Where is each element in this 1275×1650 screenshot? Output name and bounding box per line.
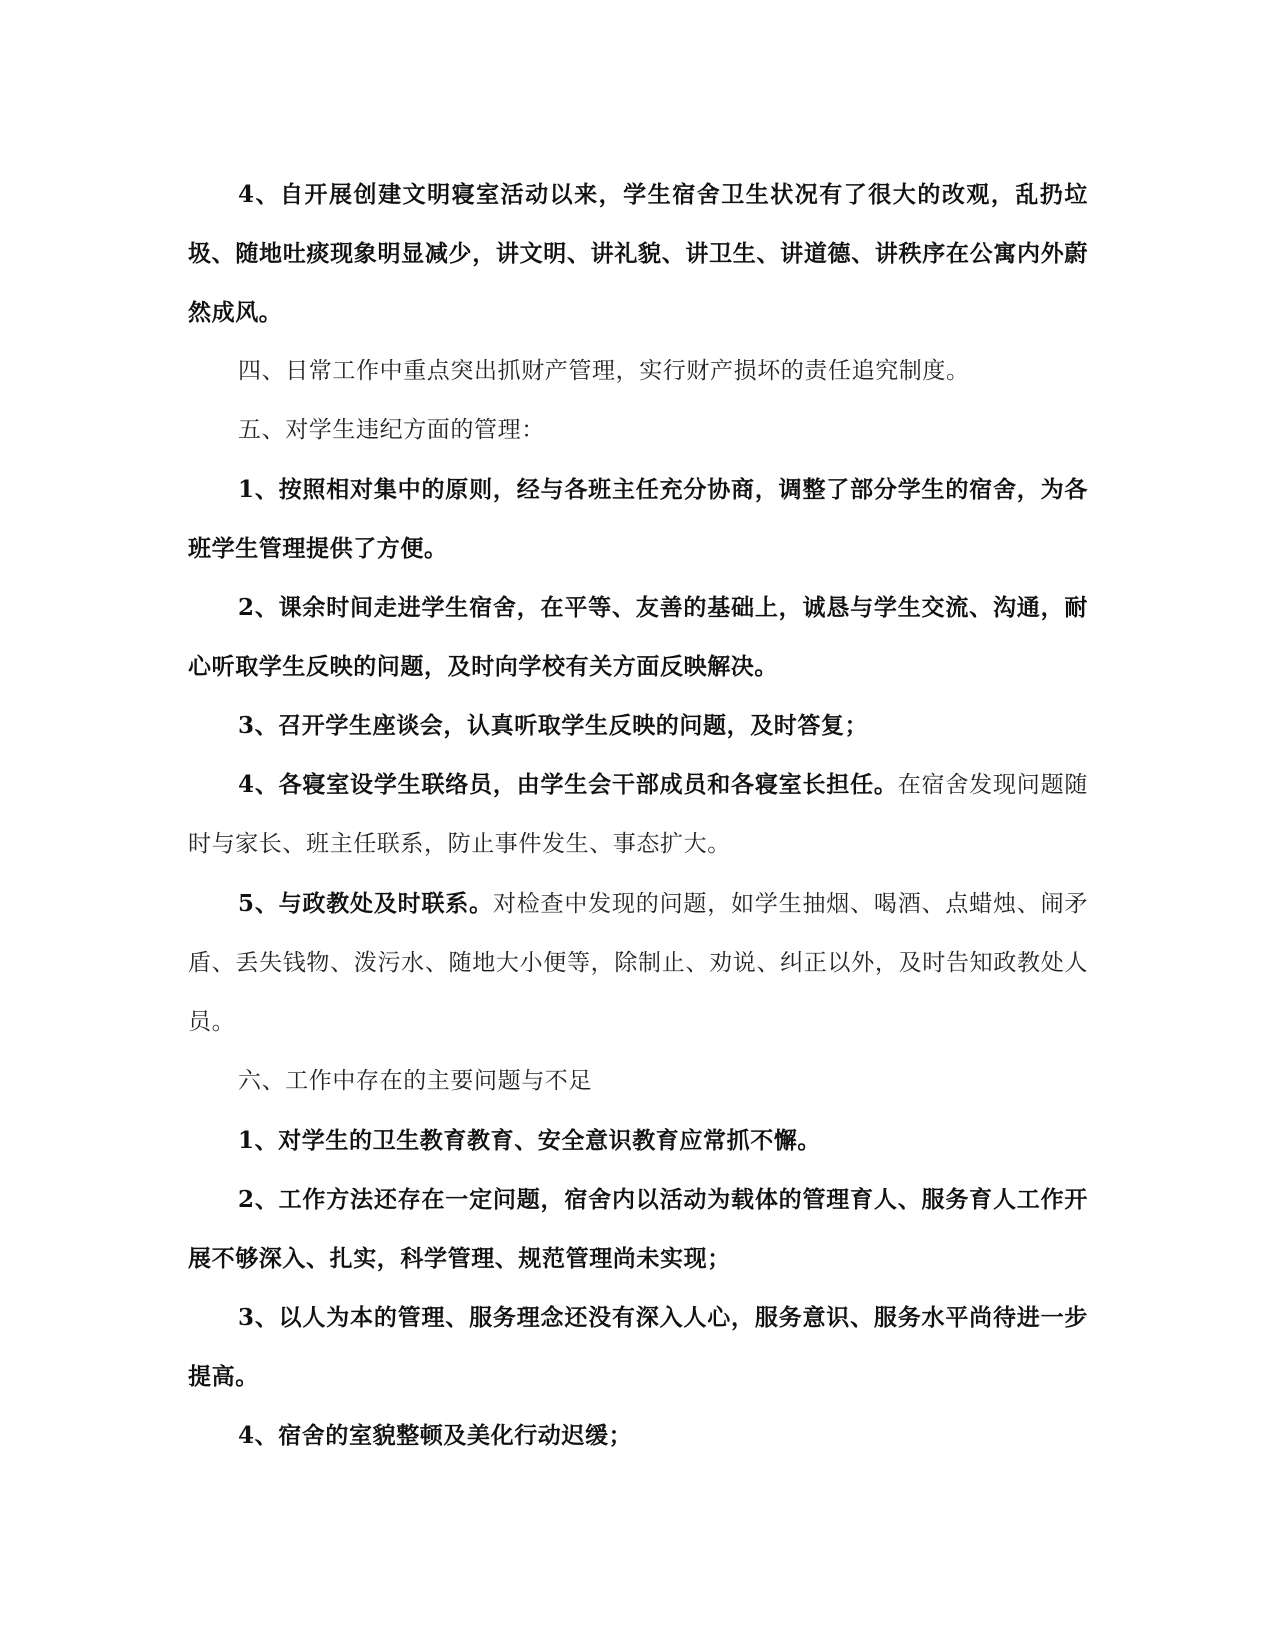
paragraph-problem-3-service: 3、以人为本的管理、服务理念还没有深入人心，服务意识、服务水平尚待进一步提高。 [188,1304,1088,1390]
paragraph-plain-part: 对检查中发现的问题，如学生抽烟、喝酒、点蜡烛、闹矛盾、丢失钱物、泼污水、随地大小便等，除制止、劝说、纠正以外，及时告知政教处人员。 [188,891,1089,1035]
paragraph-problem-1-education: 1、对学生的卫生教育教育、安全意识教育应常抓不懈。 [238,1127,822,1154]
paragraph-item-5-political-office [188,874,1088,1052]
section-heading-problems: 六、工作中存在的主要问题与不足 [238,1068,592,1094]
paragraph-bold-part: 4、各寝室设学生联络员，由学生会干部成员和各寝室长担任。 [238,771,898,798]
paragraph-item-2-dorm-visits: 2、课余时间走进学生宿舍，在平等、友善的基础上，诚恳与学生交流、沟通，耐心听取学生反映的问题，及时向学校有关方面反映解决。 [188,594,1088,680]
section-heading-discipline-management: 五、对学生违纪方面的管理： [238,417,545,443]
paragraph-item-4-civilized-dorm: 4、自开展创建文明寝室活动以来，学生宿舍卫生状况有了很大的改观，乱扔垃圾、随地吐痰现象明显减少，讲文明、讲礼貌、讲卫生、讲道德、讲秩序在公寓内外蔚然成风。 [188,181,1088,326]
paragraph-item-4-liaison [188,755,1088,874]
section-heading-property-management: 四、日常工作中重点突出抓财产管理，实行财产损坏的责任追究制度。 [238,358,970,384]
paragraph-plain-part: 在宿舍发现问题随时与家长、班主任联系，防止事件发生、事态扩大。 [188,772,1088,857]
paragraph-problem-4-room-appearance: 4、宿舍的室貌整顿及美化行动迟缓； [238,1422,633,1449]
document-body [188,165,1088,1465]
paragraph-item-3-student-forum: 3、召开学生座谈会，认真听取学生反映的问题，及时答复； [238,712,869,739]
paragraph-item-1-dorm-adjustment: 1、按照相对集中的原则，经与各班主任充分协商，调整了部分学生的宿舍，为各班学生管理提供了方便。 [188,476,1088,562]
paragraph-problem-2-methods: 2、工作方法还存在一定问题，宿舍内以活动为载体的管理育人、服务育人工作开展不够深入、扎实，科学管理、规范管理尚未实现； [188,1186,1088,1272]
paragraph-bold-part: 5、与政教处及时联系。 [238,890,493,917]
